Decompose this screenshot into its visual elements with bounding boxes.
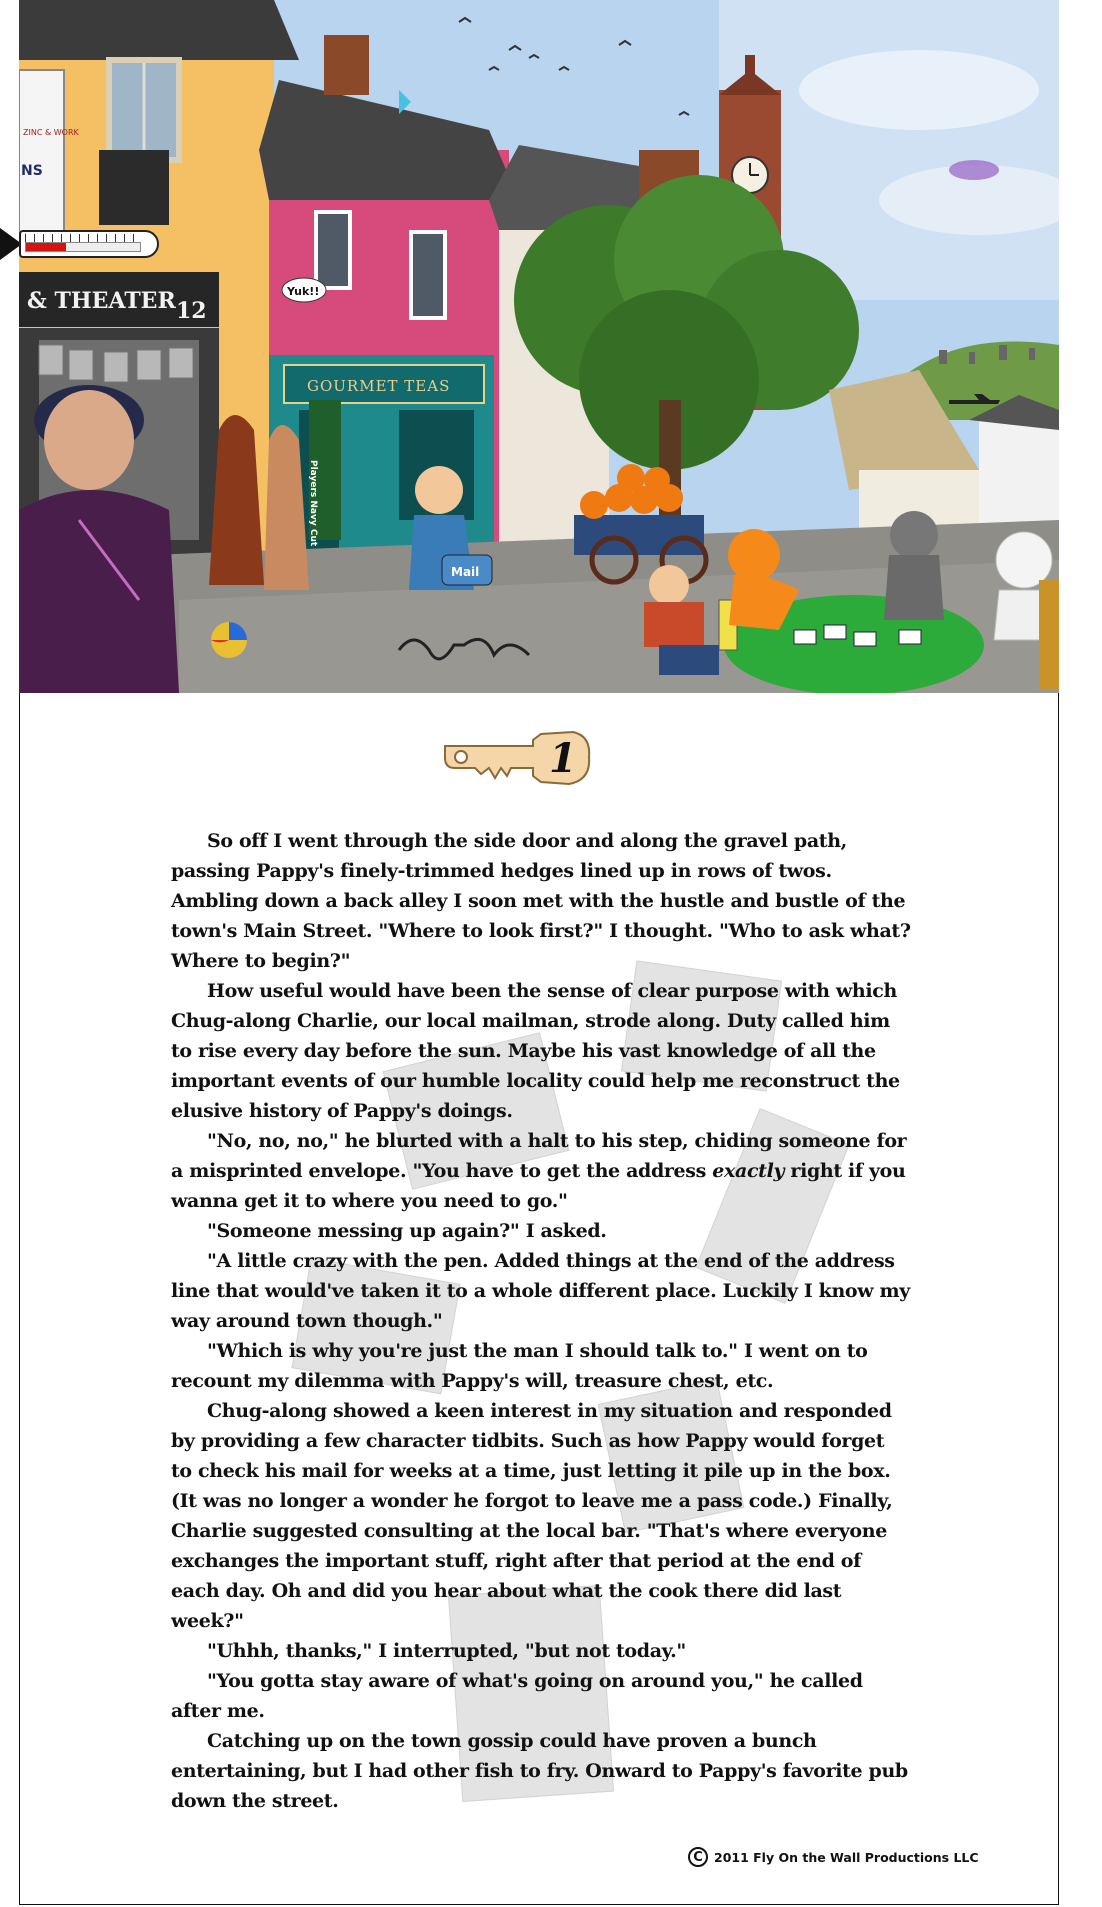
story-paragraph: "You gotta stay aware of what's going on around you," he called after me. — [171, 1670, 863, 1722]
key-number: 1 — [549, 735, 577, 782]
story-emphasis: exactly — [712, 1160, 785, 1182]
story-paragraph: "Which is why you're just the man I should talk to." I went on to recount my dilemma with Pappy's will, treasure chest, etc. — [171, 1340, 868, 1392]
story-paragraph — [171, 1126, 911, 1216]
story-paragraph: Chug-along showed a keen interest in my situation and responded by providing a few character tidbits. Such as how Pappy would forget to check his mail for weeks at a time, just letting it pile up in the box. (It was no longer a wonder he forgot to leave me a pass code.) Finally, Charlie suggested consulting at the local bar. "That's where everyone exchanges the important stuff, right after that period at the end of each day. Oh and did you hear about what the cook there did last week?" — [171, 1400, 893, 1632]
theater-sign-text: & THEATER — [27, 288, 176, 314]
copyright-notice — [688, 1847, 979, 1867]
theater-sign-number: 12 — [176, 298, 207, 324]
story-paragraph: "A little crazy with the pen. Added things at the end of the address line that would've taken it to a whole different place. Luckily I know my way around town though." — [171, 1250, 910, 1332]
mail-bag-label: Mail — [451, 565, 480, 579]
side-sign: NS — [21, 163, 43, 179]
story-text-run: right if you wanna get it to where you need to go." — [171, 1160, 906, 1212]
rat-character — [884, 511, 944, 620]
story-paragraph: "Uhhh, thanks," I interrupted, "but not today." — [207, 1640, 686, 1662]
story-text — [171, 826, 911, 1816]
story-paragraph: Catching up on the town gossip could have proven a bunch entertaining, but I had other fish to fry. Onward to Pappy's favorite pub down the street. — [171, 1730, 908, 1812]
gauge-track — [25, 242, 141, 252]
yuk-speech-bubble: Yuk!! — [287, 285, 320, 298]
zinc-sign: ZINC & WORK — [23, 128, 79, 137]
scene-illustration — [19, 0, 1059, 693]
story-paragraph: How useful would have been the sense of clear purpose with which Chug-along Charlie, our local mailman, strode along. Duty called him to rise every day before the sun. Maybe his vast knowledge of all the important events of our humble locality could help me reconstruct the elusive history of Pappy's doings. — [171, 980, 900, 1122]
tea-shop-sign: GOURMET TEAS — [307, 377, 451, 395]
gauge-fill — [26, 243, 66, 251]
copyright-text: 2011 Fly On the Wall Productions LLC — [714, 1849, 979, 1865]
story-text-run: "No, no, no," he blurted with a halt to his step, chiding someone for a misprinted envelope. "You have to get the address — [171, 1130, 907, 1182]
players-sign: Players Navy Cut — [308, 460, 318, 547]
thermometer-gauge-icon — [19, 230, 159, 258]
key-icon[interactable] — [441, 726, 593, 788]
gauge-ticks — [25, 234, 141, 242]
town-scene — [19, 0, 1059, 693]
copyright-icon: C — [688, 1847, 708, 1867]
story-paragraph: "Someone messing up again?" I asked. — [207, 1220, 607, 1242]
story-paragraph: So off I went through the side door and along the gravel path, passing Pappy's finely-trimmed hedges lined up in rows of twos. Ambling down a back alley I soon met with the hustle and bustle of the town's Main Street. "Where to look first?" I thought. "Who to ask what? Where to begin?" — [171, 830, 911, 972]
